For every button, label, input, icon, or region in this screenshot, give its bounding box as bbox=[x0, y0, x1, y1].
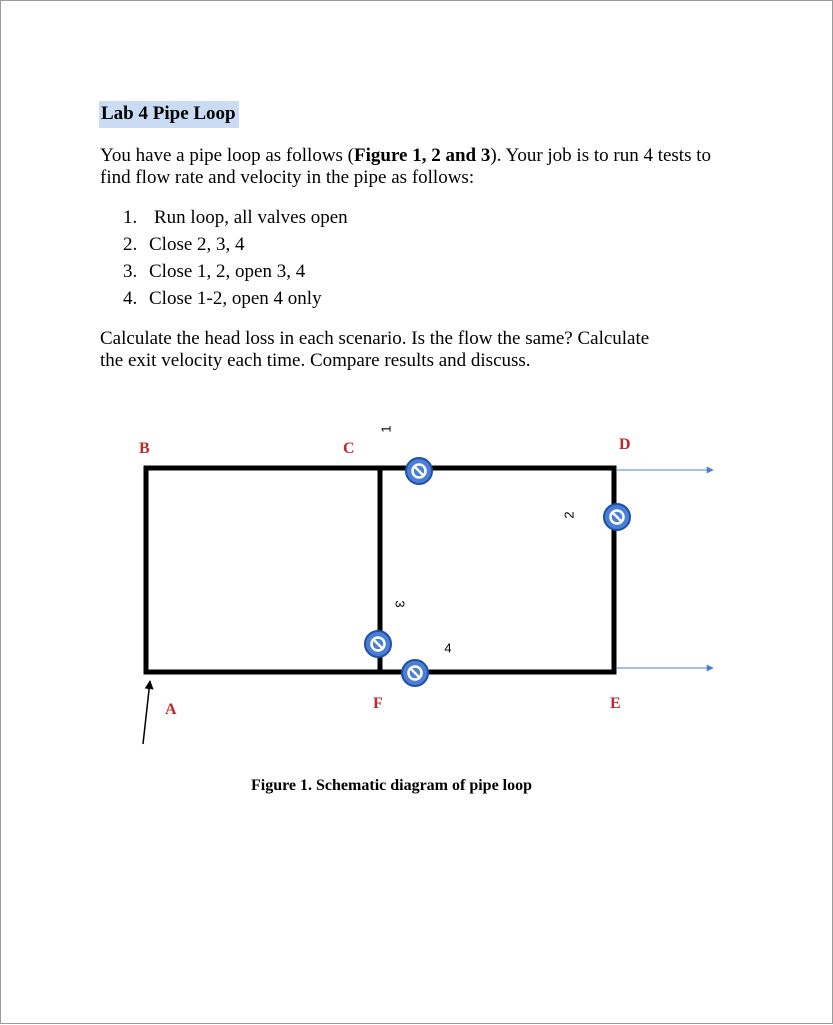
valve-label-1: 1 bbox=[378, 425, 394, 433]
list-item-number: 4. bbox=[123, 288, 138, 309]
node-label-b: B bbox=[139, 440, 150, 457]
valve-icon bbox=[406, 458, 432, 484]
node-label-a: A bbox=[165, 701, 177, 718]
intro-figure-reference: Figure 1, 2 and 3 bbox=[354, 145, 491, 166]
valve-label-2: 2 bbox=[561, 511, 577, 519]
list-item-text: Close 1, 2, open 3, 4 bbox=[149, 261, 306, 282]
node-label-e: E bbox=[610, 695, 621, 712]
inlet-arrow bbox=[143, 681, 150, 744]
list-item-number: 3. bbox=[123, 261, 138, 282]
intro-suffix: ). Your job is to run 4 tests to find flow rate and velocity in the pipe as follows: bbox=[100, 145, 712, 188]
list-item-text: Close 2, 3, 4 bbox=[149, 234, 245, 255]
list-item-number: 2. bbox=[123, 234, 138, 255]
valve-label-4: 4 bbox=[444, 640, 452, 656]
question-paragraph: Calculate the head loss in each scenario. Is the flow the same? Calculate the exit velocity each time. Compare results and discuss. bbox=[100, 328, 650, 371]
intro-prefix: You have a pipe loop as follows ( bbox=[100, 145, 355, 166]
valve-icon bbox=[365, 631, 391, 657]
node-label-f: F bbox=[373, 695, 383, 712]
pipe-loop-diagram bbox=[1, 1, 833, 1025]
list-item-number: 1. bbox=[123, 207, 138, 228]
list-item-text: Run loop, all valves open bbox=[154, 207, 348, 228]
figure-caption: Figure 1. Schematic diagram of pipe loop bbox=[251, 777, 533, 794]
node-label-d: D bbox=[619, 436, 631, 453]
list-item-text: Close 1-2, open 4 only bbox=[149, 288, 322, 309]
node-label-c: C bbox=[343, 440, 355, 457]
valve-icon bbox=[402, 660, 428, 686]
valve-icon bbox=[604, 504, 630, 530]
page-title: Lab 4 Pipe Loop bbox=[99, 101, 239, 128]
valve-label-3: 3 bbox=[392, 600, 408, 608]
